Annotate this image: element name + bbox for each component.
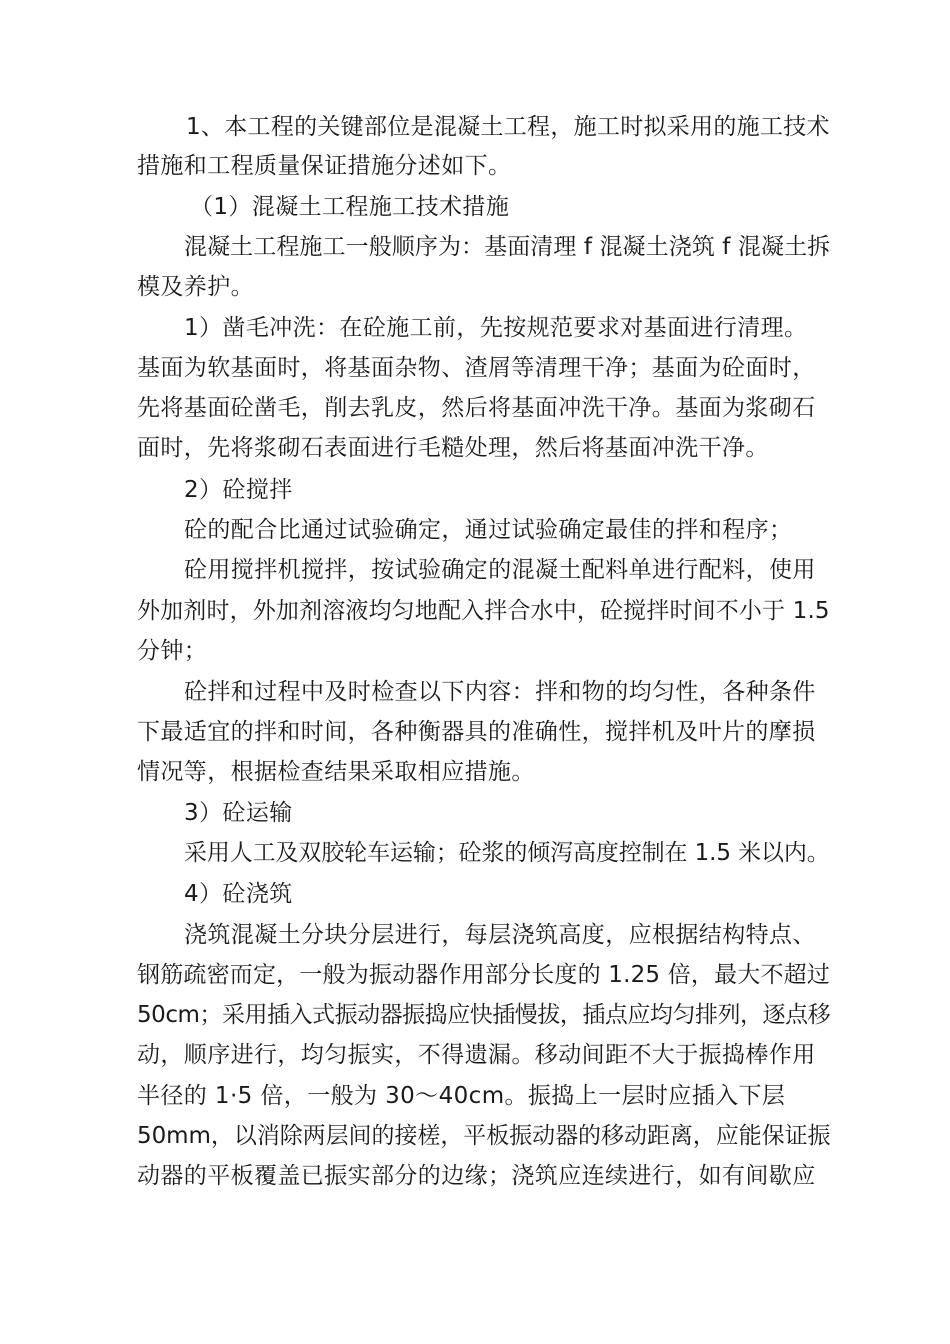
paragraph-line-12: 砼用搅拌机搅拌，按试验确定的混凝土配料单进行配料，使用 (184, 557, 816, 583)
paragraph-line-25: 半径的 1·5 倍，一般为 30～40cm。振捣上一层时应插入下层 (137, 1083, 786, 1109)
subsection-heading-3: 3）砼运输 (184, 800, 293, 826)
paragraph-line-19: 采用人工及双胶轮车运输；砼浆的倾泻高度控制在 1.5 米以内。 (184, 840, 830, 866)
paragraph-line-26: 50mm，以消除两层间的接槎，平板振动器的移动距离，应能保证振 (137, 1123, 831, 1149)
subsection-1-line-3: 先将基面砼凿毛，削去乳皮，然后将基面冲洗干净。基面为浆砌石 (137, 395, 816, 421)
subsection-1-line-4: 面时，先将浆砌石表面进行毛糙处理，然后将基面冲洗干净。 (137, 435, 769, 461)
paragraph-line-2: 措施和工程质量保证措施分述如下。 (137, 153, 512, 179)
paragraph-line-21: 浇筑混凝土分块分层进行，每层浇筑高度，应根据结构特点、 (184, 922, 816, 948)
paragraph-line-14: 分钟； (137, 638, 208, 664)
paragraph-line-4: 混凝土工程施工一般顺序为：基面清理 f 混凝土浇筑 f 混凝土拆 (184, 234, 831, 260)
subsection-heading-4: 4）砼浇筑 (184, 881, 293, 907)
paragraph-line-1: 1、本工程的关键部位是混凝土工程，施工时拟采用的施工技术 (186, 114, 830, 140)
paragraph-line-13: 外加剂时，外加剂溶液均匀地配入拌合水中，砼搅拌时间不小于 1.5 (137, 598, 830, 624)
paragraph-line-5: 模及养护。 (137, 274, 254, 300)
paragraph-line-23: 50cm；采用插入式振动器振捣应快插慢拔，插点应均匀排列，逐点移 (137, 1002, 831, 1028)
paragraph-line-17: 情况等，根据检查结果采取相应措施。 (137, 759, 535, 785)
paragraph-line-24: 动，顺序进行，均匀振实，不得遗漏。移动间距不大于振捣棒作用 (137, 1042, 816, 1068)
subsection-1-line-1: 1）凿毛冲洗：在砼施工前，先按规范要求对基面进行清理。 (184, 315, 808, 341)
section-heading-1: （1）混凝土工程施工技术措施 (190, 194, 510, 220)
subsection-1-line-2: 基面为软基面时，将基面杂物、渣屑等清理干净；基面为砼面时， (137, 355, 816, 381)
paragraph-line-15: 砼拌和过程中及时检查以下内容：拌和物的均匀性，各种条件 (184, 679, 816, 705)
subsection-heading-2: 2）砼搅拌 (184, 477, 293, 503)
paragraph-line-11: 砼的配合比通过试验确定，通过试验确定最佳的拌和程序； (184, 517, 793, 543)
paragraph-line-22: 钢筋疏密而定，一般为振动器作用部分长度的 1.25 倍，最大不超过 (137, 962, 831, 988)
paragraph-line-27: 动器的平板覆盖已振实部分的边缘；浇筑应连续进行，如有间歇应 (137, 1163, 816, 1189)
paragraph-line-16: 下最适宜的拌和时间，各种衡器具的准确性，搅拌机及叶片的摩损 (137, 719, 816, 745)
